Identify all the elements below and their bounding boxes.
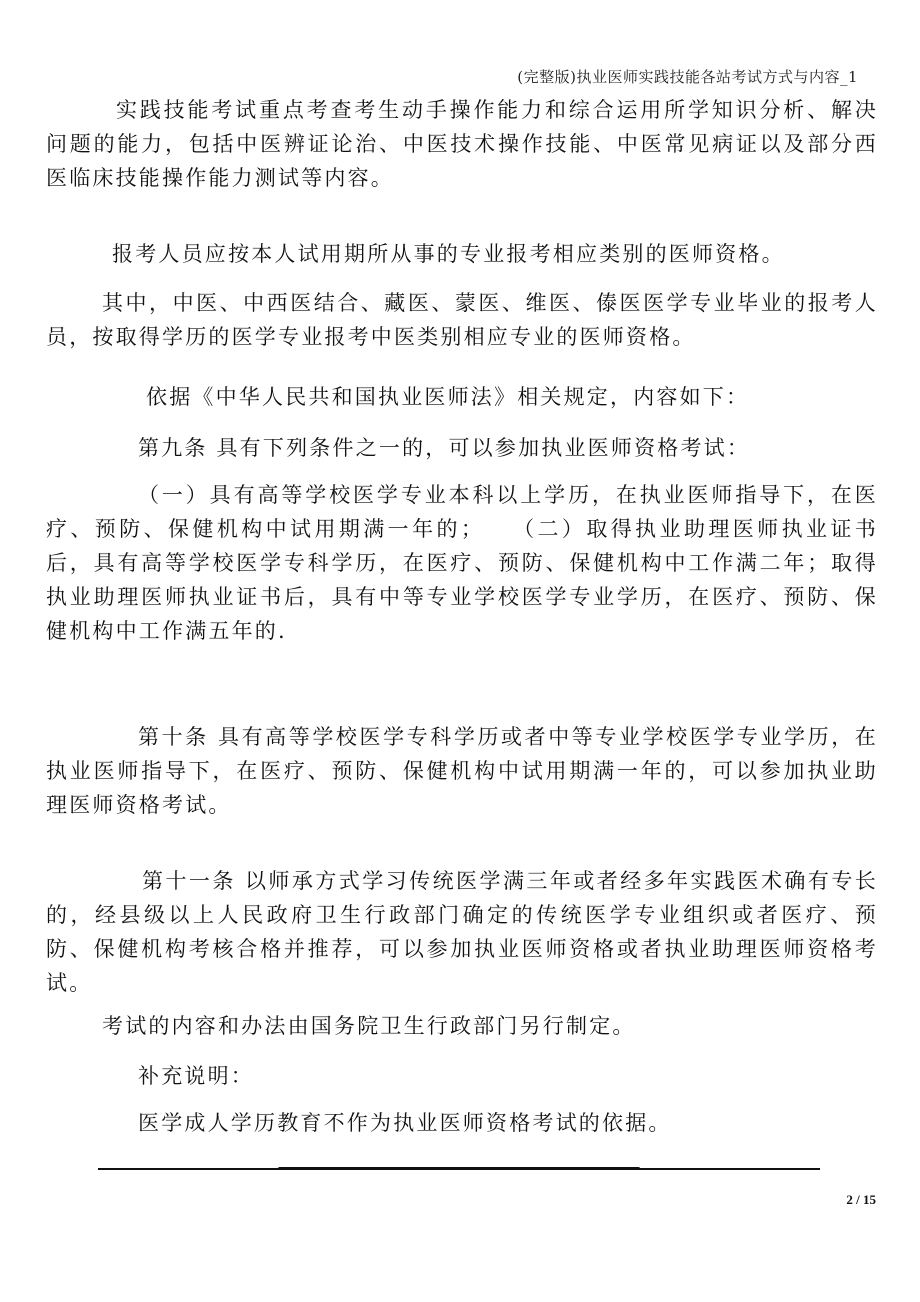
paragraph-law-basis: 依据《中华人民共和国执业医师法》相关规定，内容如下：	[146, 385, 750, 409]
paragraph-registration: 报考人员应按本人试用期所从事的专业报考相应类别的医师资格。	[112, 242, 785, 266]
paragraph-article-10: 第十条 具有高等学校医学专科学历或者中等专业学校医学专业学历，在执业医师指导下，在医疗、预防、保健机构中试用期满一年的，可以参加执业助理医师资格考试。	[46, 725, 878, 817]
paragraph-intro: 实践技能考试重点考查考生动手操作能力和综合运用所学知识分析、解决问题的能力，包括中医辨证论治、中医技术操作技能、中医常见病证以及部分西医临床技能操作能力测试等内容。	[46, 98, 878, 190]
paragraph-exam-content: 考试的内容和办法由国务院卫生行政部门另行制定。	[102, 1014, 636, 1038]
paragraph-article-11: 第十一条 以师承方式学习传统医学满三年或者经多年实践医术确有专长的，经县级以上人民政府卫生行政部门确定的传统医学专业组织或者医疗、预防、保健机构考核合格并推荐，可以参加执业医师资格或者执业助理医师资格考试。	[46, 869, 878, 995]
document-header: (完整版)执业医师实践技能各站考试方式与内容_1	[517, 68, 858, 86]
footer-divider	[98, 1168, 820, 1170]
paragraph-supplement-note: 医学成人学历教育不作为执业医师资格考试的依据。	[138, 1111, 672, 1135]
paragraph-tcm-majors: 其中，中医、中西医结合、藏医、蒙医、维医、傣医医学专业毕业的报考人员，按取得学历的医学专业报考中医类别相应专业的医师资格。	[46, 291, 878, 349]
paragraph-article-9: 第九条 具有下列条件之一的，可以参加执业医师资格考试：	[138, 436, 751, 460]
paragraph-article-9-items: （一）具有高等学校医学专业本科以上学历，在执业医师指导下，在医疗、预防、保健机构中试用期满一年的； （二）取得执业助理医师执业证书后，具有高等学校医学专科学历，在医疗、预防、保健机构中工作满二年；取得执业助理医师执业证书后，具有中等专业学校医学专业学历，在医疗、预防、保健机构中工作满五年的.	[46, 483, 878, 643]
paragraph-supplement-title: 补充说明：	[138, 1064, 254, 1088]
page-number: 2 / 15	[846, 1192, 876, 1207]
